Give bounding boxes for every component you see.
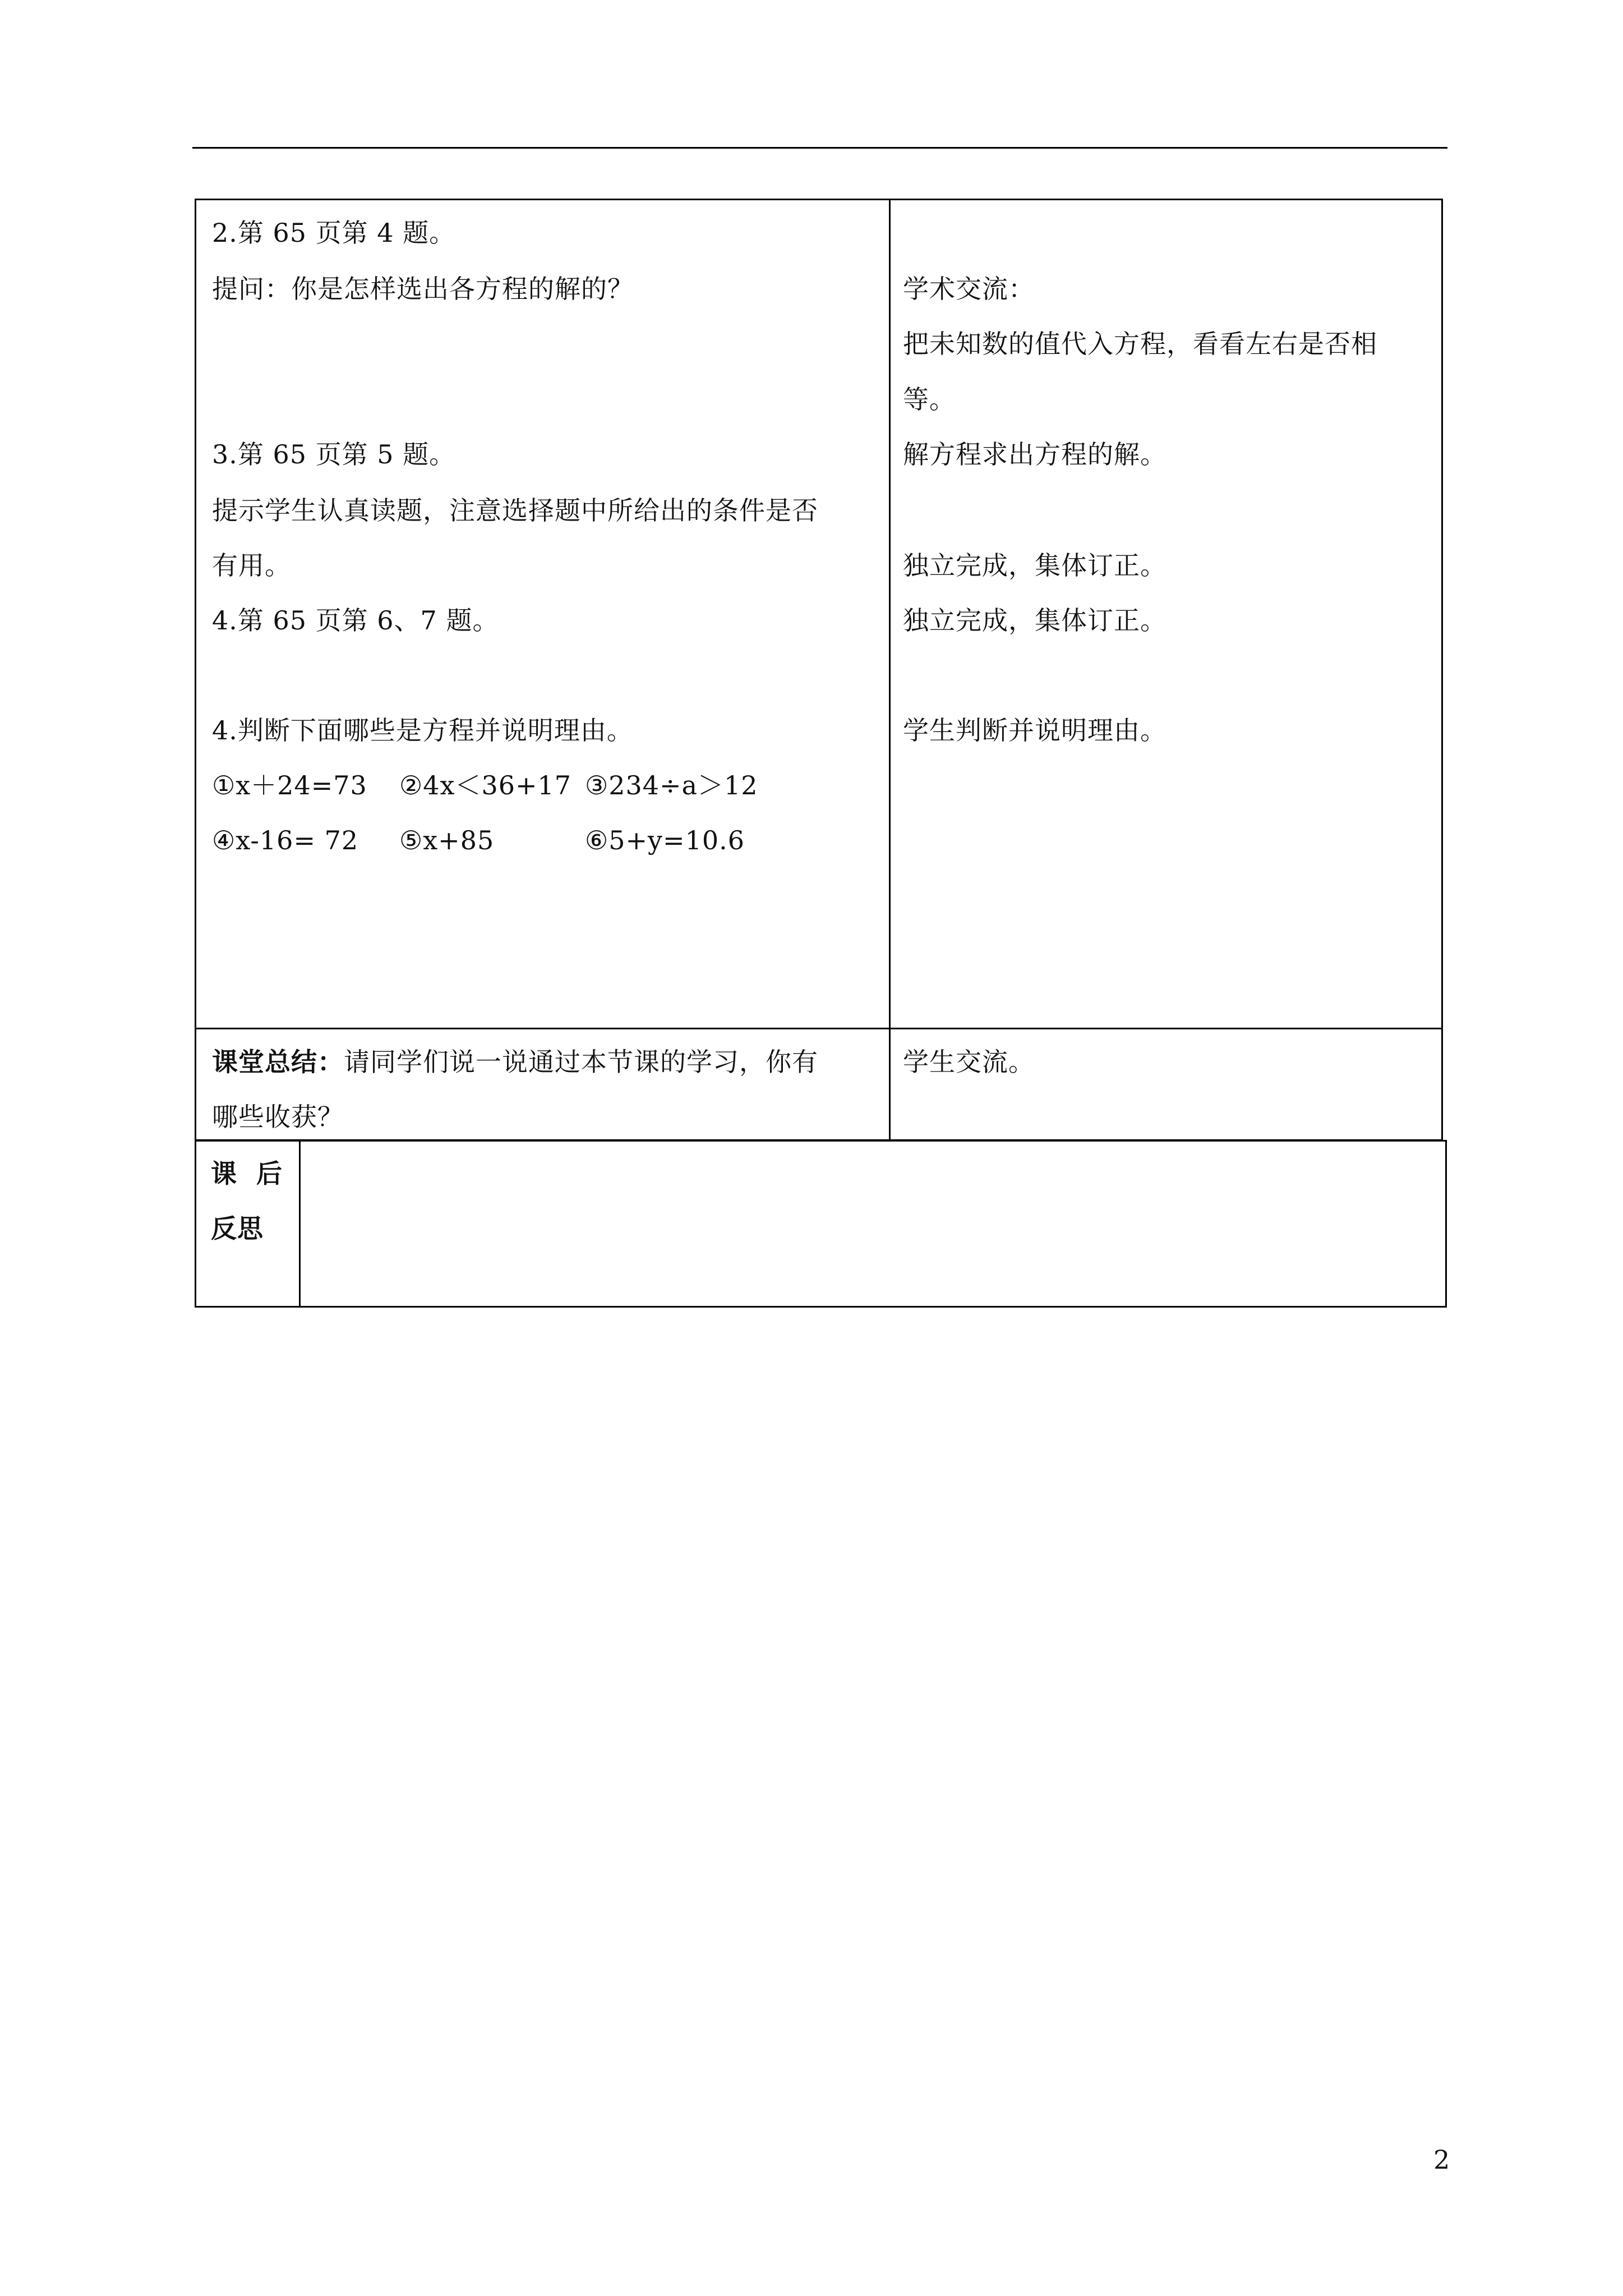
summary-label: 课堂总结：: [212, 1047, 344, 1077]
item2-question: 提问：你是怎样选出各方程的解的？: [212, 274, 634, 304]
item3-title: 3.第 65 页第 5 题。: [212, 439, 456, 470]
independent-2: 独立完成，集体订正。: [903, 605, 1166, 636]
summary-text-line2: 哪些收获？: [212, 1102, 344, 1132]
student-judge: 学生判断并说明理由。: [903, 715, 1166, 746]
equation-6: ⑥5+y=10.6: [585, 825, 745, 855]
summary-right-text: 学生交流。: [903, 1047, 1035, 1077]
reflection-label-line2: 反思: [211, 1213, 264, 1244]
summary-text: 请同学们说一说通过本节课的学习，你有: [344, 1047, 818, 1077]
reflection-label-line1: 课 后: [211, 1158, 283, 1189]
summary-text-line1: [212, 1045, 818, 1079]
solve-equation: 解方程求出方程的解。: [903, 439, 1166, 470]
item2-title: 2.第 65 页第 4 题。: [212, 218, 456, 248]
equation-4: ④x-16= 72: [212, 825, 359, 855]
substitute-line1: 把未知数的值代入方程，看看左右是否相: [903, 329, 1377, 359]
item3-hint-line1: 提示学生认真读题，注意选择题中所给出的条件是否: [212, 495, 818, 526]
item3-hint-line2: 有用。: [212, 550, 291, 581]
equation-5: ⑤x+85: [399, 825, 495, 855]
independent-1: 独立完成，集体订正。: [903, 550, 1166, 581]
column-divider: [889, 199, 891, 1141]
equation-3: ③234÷a＞12: [585, 770, 758, 800]
judge-title: 4.判断下面哪些是方程并说明理由。: [212, 715, 633, 746]
summary-row-divider: [195, 1028, 1443, 1029]
substitute-line2: 等。: [903, 384, 956, 415]
header-rule: [192, 147, 1447, 149]
item4-title: 4.第 65 页第 6、7 题。: [212, 605, 499, 636]
equation-2: ②4x＜36+17: [399, 770, 572, 800]
reflection-divider: [299, 1140, 301, 1308]
page-number: 2: [1433, 2145, 1450, 2175]
equation-1: ①x＋24=73: [212, 770, 367, 800]
academic-exchange: 学术交流：: [903, 274, 1035, 304]
reflection-table: [195, 1140, 1447, 1308]
